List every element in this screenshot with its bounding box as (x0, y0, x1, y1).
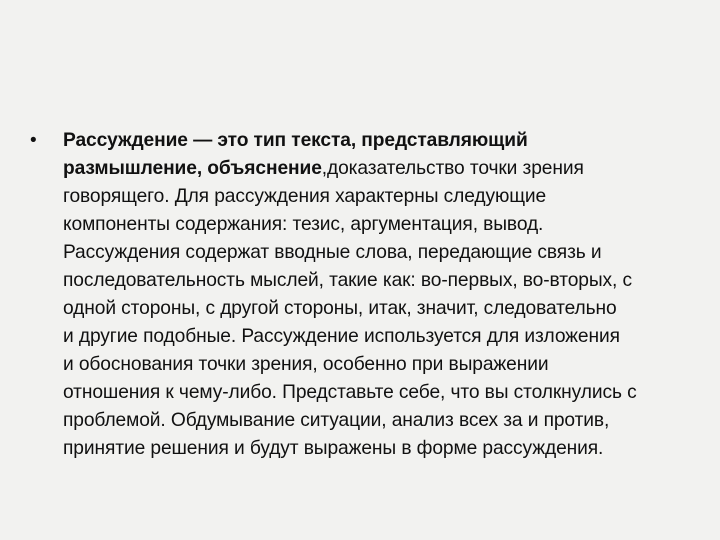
bullet-icon: • (30, 130, 37, 151)
text-line-1 (63, 127, 690, 155)
text-line: и другие подобные. Рассуждение используется для изложения (63, 326, 620, 347)
text-line: Рассуждения содержат вводные слова, передающие связь и (63, 242, 602, 263)
text-line: последовательность мыслей, такие как: во-первых, во-вторых, с (63, 270, 632, 291)
text-line: компоненты содержания: тезис, аргументация, вывод. (63, 214, 544, 235)
text-line: одной стороны, с другой стороны, итак, значит, следовательно (63, 298, 617, 319)
bold-heading-part-1: Рассуждение — это тип текста, представляющий (63, 130, 528, 151)
text-line: отношения к чему-либо. Представьте себе, что вы столкнулись с (63, 382, 637, 403)
text-line: проблемой. Обдумывание ситуации, анализ всех за и против, (63, 410, 610, 431)
bullet-item (30, 127, 690, 463)
text-line: и обоснования точки зрения, особенно при выражении (63, 354, 549, 375)
text-line: говорящего. Для рассуждения характерны следующие (63, 186, 547, 207)
body-text-segment: ,доказательство точки зрения (321, 158, 584, 179)
text-line: принятие решения и будут выражены в форме рассуждения. (63, 438, 604, 459)
bullet-paragraph (63, 127, 690, 463)
text-line-2 (63, 155, 690, 183)
bold-heading-part-2: размышление, объяснение (63, 158, 322, 179)
